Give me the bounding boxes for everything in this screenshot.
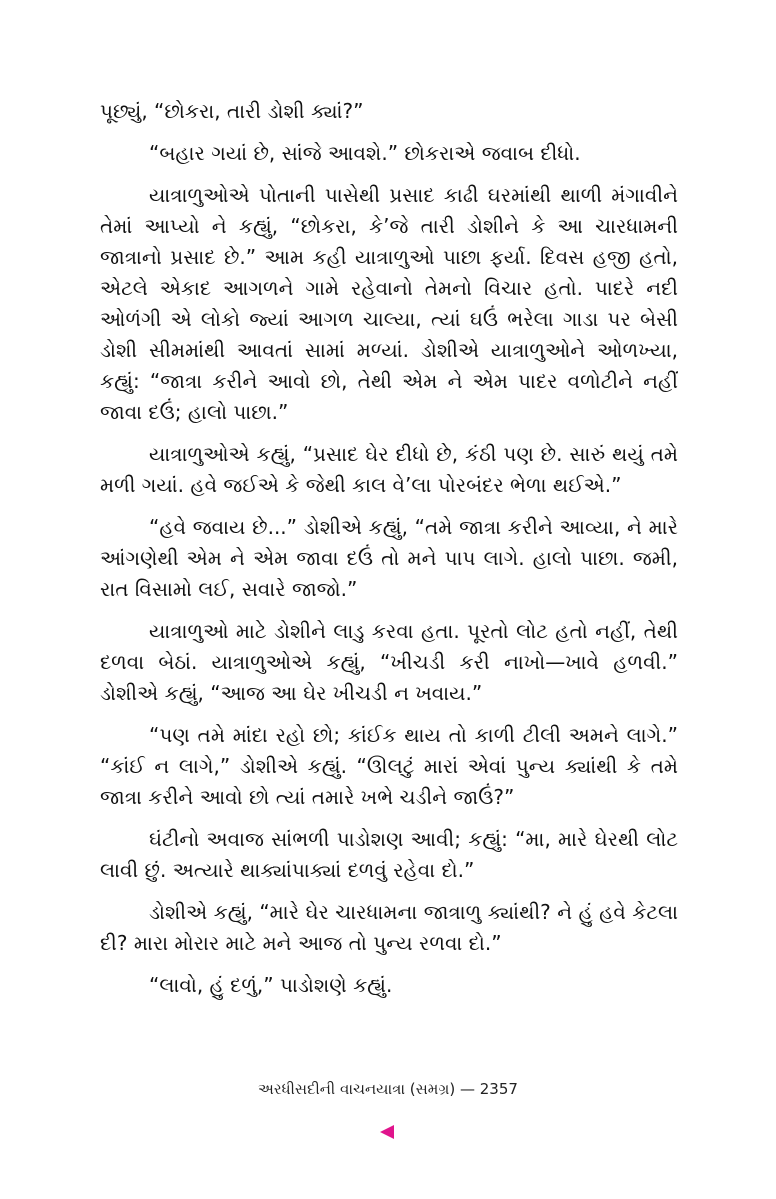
paragraph-continued: પૂછ્યું, “છોકરા, તારી ડોશી ક્યાં?” (100, 99, 364, 123)
book-title: અરધીસદીની વાચનયાત્રા (સમગ્ર) (258, 1080, 456, 1098)
paragraph: ઘંટીનો અવાજ સાંભળી પાડોશણ આવી; કહ્યું: “મા, મારે ઘેરથી લોટ લાવી છું. અત્યારે થાક્યાંપાક્યાં દળવું રહેવા દો.” (100, 827, 678, 882)
paragraph: “બહાર ગયાં છે, સાંજે આવશે.” છોકરાએ જવાબ દીધો. (149, 141, 581, 165)
paragraph: યાત્રાળુઓએ પોતાની પાસેથી પ્રસાદ કાઢી ઘરમાંથી થાળી મંગાવીને તેમાં આપ્યો ને કહ્યું, “છોકરા, કે’જે તારી ડોશીને કે આ ચારધામની જાત્રાનો પ્રસાદ છે.” આમ કહી યાત્રાળુઓ પાછા ફર્યા. દિવસ હજી હતો, એટલે એકાદ આગળને ગામે રહેવાનો તેમનો વિચાર હતો. પાદરે નદી ઓળંગી એ લોકો જ્યાં આગળ ચાલ્યા, ત્યાં ઘઉં ભરેલા ગાડા પર બેસી ડોશી સીમમાંથી આવતાં સામાં મળ્યાં. ડોશીએ યાત્રાળુઓને ઓળખ્યા, કહ્યું: “જાત્રા કરીને આવો છો, તેથી એમ ને એમ પાદર વળોટીને નહીં જાવા દઉં; હાલો પાછા.” (100, 183, 678, 424)
paragraph: યાત્રાળુઓએ કહ્યું, “પ્રસાદ ઘેર દીધો છે, કંઠી પણ છે. સારું થયું તમે મળી ગયાં. હવે જઈએ કે જેથી કાલ વે’લા પોરબંદર ભેળા થઈએ.” (100, 442, 678, 497)
paragraph: ડોશીએ કહ્યું, “મારે ઘેર ચારધામના જાત્રાળુ ક્યાંથી? ને હું હવે કેટલા દી? મારા મોરાર માટે મને આજ તો પુન્ય રળવા દો.” (100, 900, 678, 955)
footer-separator: — (459, 1080, 475, 1098)
paragraph: “પણ તમે માંદા રહો છો; કાંઈક થાય તો કાળી ટીલી અમને લાગે.” “કાંઈ ન લાગે,” ડોશીએ કહ્યું. “ઊલટું મારાં એવાં પુન્ય ક્યાંથી કે તમે જાત્રા કરીને આવો છો ત્યાં તમારે ખભે ચડીને જાઉં?” (100, 723, 678, 809)
paragraph: “હવે જવાય છે...” ડોશીએ કહ્યું, “તમે જાત્રા કરીને આવ્યા, ને મારે આંગણેથી એમ ને એમ જાવા દઉં તો મને પાપ લાગે. હાલો પાછા. જમી, રાત વિસામો લઈ, સવારે જાજો.” (100, 515, 678, 601)
page-body (100, 96, 678, 1012)
paragraph: યાત્રાળુઓ માટે ડોશીને લાડુ કરવા હતા. પૂરતો લોટ હતો નહીં, તેથી દળવા બેઠાં. યાત્રાળુઓએ કહ્યું, “ખીચડી કરી નાખો—ખાવે હળવી.” ડોશીએ કહ્યું, “આજ આ ઘેર ખીચડી ન ખવાય.” (100, 619, 678, 705)
page-footer (0, 1080, 776, 1098)
paragraph: “લાવો, હું દળું,” પાડોશણે કહ્યું. (149, 973, 393, 997)
page-number: 2357 (479, 1080, 518, 1098)
triangle-left-icon[interactable] (380, 1125, 394, 1139)
